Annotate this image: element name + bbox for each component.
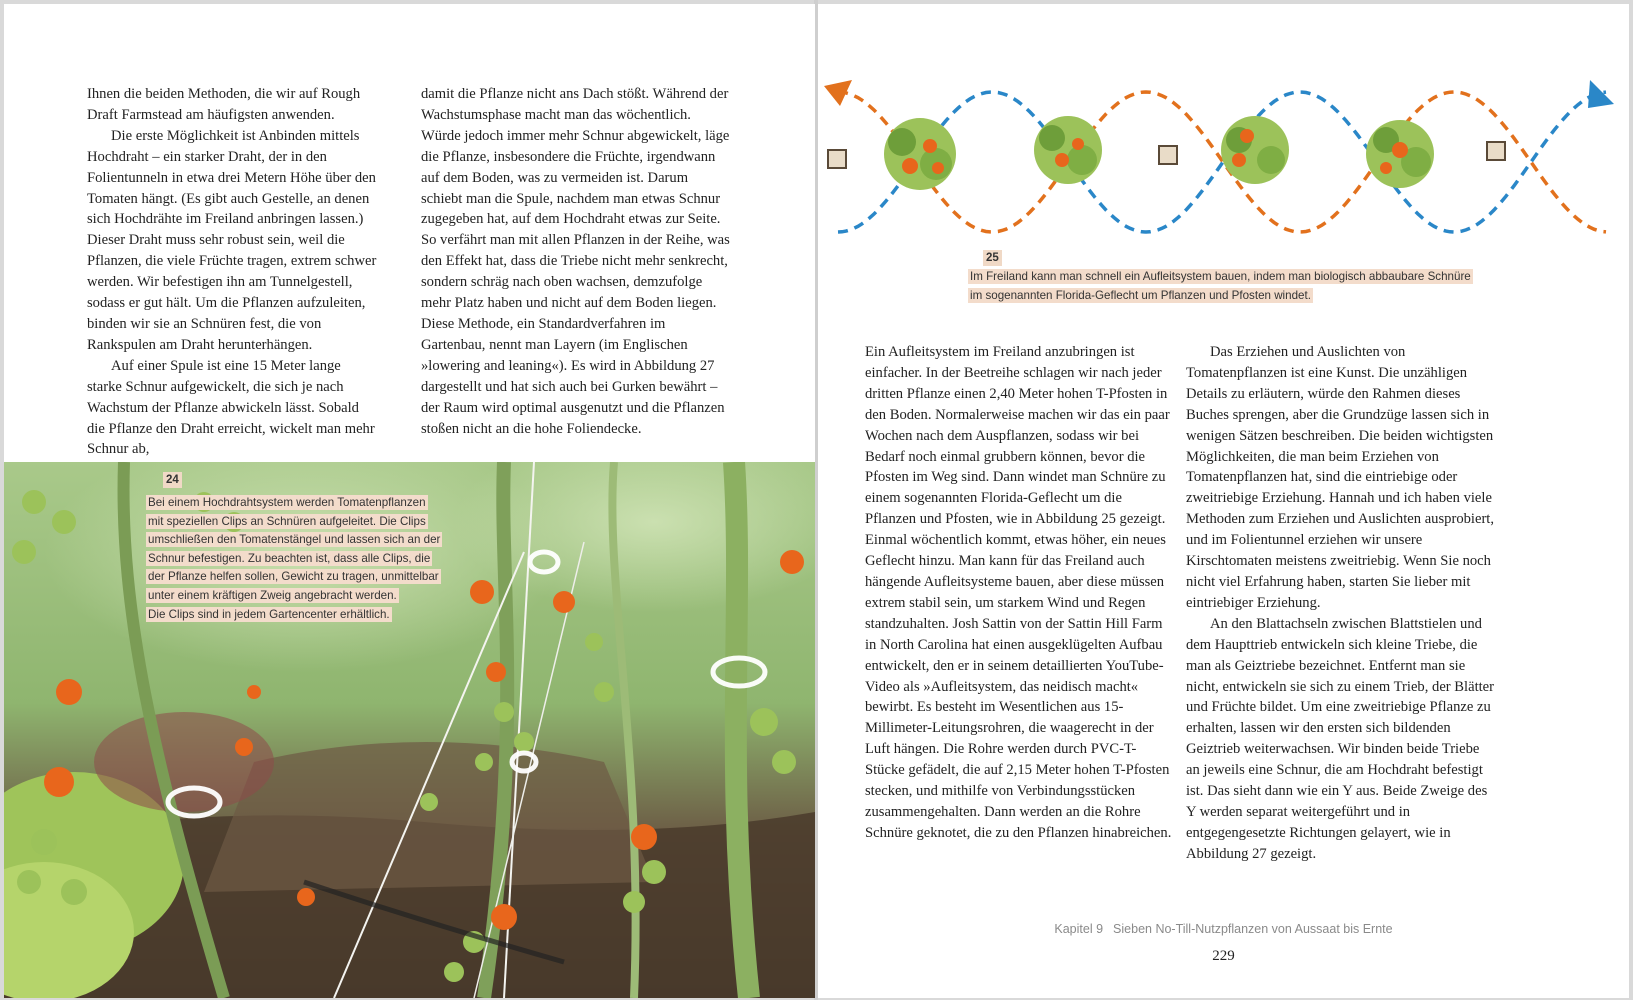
florida-weave-diagram (818, 74, 1629, 249)
post-2 (1159, 146, 1177, 164)
blue-arrow-icon (1588, 80, 1614, 108)
paragraph: damit die Pflanze nicht ans Dach stößt. Während der Wachstumsphase macht man das wöchentlich. Würde jedoch immer mehr Schnur abgewickelt, läge die Pflanze, insbesondere die Früchte, irgendwann auf dem Boden, was zu vermeiden ist. Darum schiebt man die Spule, nachdem man etwas Schnur zugegeben hat, auf dem Hochdraht etwas zur Seite. So verfährt man mit allen Pflanzen in der Reihe, was den Effekt hat, dass die Triebe nicht mehr senkrecht, sondern schräg nach oben wachsen, demzufolge mehr Platz haben und nicht auf dem Boden liegen. Diese Methode, ein Standardverfahren im Gartenbau, nennt man Layern (im Englischen »lowering and leaning«). Es wird in Abbildung 27 dargestellt und hat sich auch bei Gurken bewährt – der Raum wird optimal ausgenutzt und die Pflanzen stoßen nicht an die hohe Foliendecke. (421, 86, 730, 437)
figure-25-caption (968, 268, 1588, 305)
post-3 (1487, 142, 1505, 160)
figure-24-caption (146, 494, 486, 624)
caption-line: Schnur befestigen. Zu beachten ist, dass alle Clips, die (148, 551, 431, 565)
figure-24-number: 24 (163, 472, 182, 488)
caption-line: Die Clips sind in jedem Gartencenter erhältlich. (148, 607, 390, 621)
caption-line: im sogenannten Florida-Geflecht um Pflanzen und Pfosten windet. (970, 288, 1311, 302)
paragraph: Die erste Möglichkeit ist Anbinden mittels Hochdraht – ein starker Draht, der in den Folientunneln in etwa drei Metern Höhe über den Tomaten hängt. (Es gibt auch Gestelle, an denen sich Hochdrähte im Freiland anbringen lassen.) Dieser Draht muss sehr robust sein, weil die Pflanzen, die viele Früchte tragen, extrem schwer werden. Wir befestigen ihn am Tunnelgestell, sodass er gut hält. Um die Pflanzen aufzuleiten, binden wir sie an Schnüren fest, die von Rankspulen am Draht herunterhängen. (87, 127, 377, 353)
caption-line: Im Freiland kann man schnell ein Aufleitsystem bauen, indem man biologisch abbaubare Schnüre (970, 270, 1471, 283)
right-page (818, 4, 1629, 998)
left-text-column-1 (87, 84, 377, 460)
chapter-label: Kapitel 9 (1054, 922, 1104, 936)
right-text-column-1 (865, 342, 1175, 844)
paragraph: Das Erziehen und Auslichten von Tomatenpflanzen ist eine Kunst. Die unzähligen Details zu erläutern, würde den Rahmen dieses Buches sprengen, aber die Grundzüge lassen sich in wenigen Sätzen beschreiben. Die beiden wichtigsten Möglichkeiten, die man beim Erziehen von Tomatenpflanzen hat, sind die eintriebige oder zweitriebige Erziehung. Hannah und ich haben viele Methoden zum Erziehen und Auslichten ausprobiert, und im Folientunnel erziehen wir unsere Kirschtomaten meistens zweitriebig. Wenn Sie noch nicht viel Erfahrung haben, starten Sie lieber mit eintriebiger Erziehung. (1186, 344, 1495, 611)
left-text-column-2 (421, 84, 731, 439)
chapter-title: Sieben No-Till-Nutzpflanzen von Aussaat bis Ernte (1113, 922, 1393, 936)
post-1 (828, 150, 846, 168)
caption-line: der Pflanze helfen sollen, Gewicht zu tragen, unmittelbar (148, 570, 439, 584)
caption-line: mit speziellen Clips an Schnüren aufgeleitet. Die Clips (148, 514, 426, 528)
running-head (818, 922, 1629, 936)
paragraph: Ein Aufleitsystem im Freiland anzubringen ist einfacher. In der Beetreihe schlagen wir nach jeder dritten Pflanze einen 2,40 Meter hohen T-Pfosten in den Boden. Normalerweise machen wir das ein paar Wochen nach dem Auspflanzen, sodass wir bei Bedarf noch einmal grubbern können, bevor die Pfosten im Weg sind. Dann windet man Schnüre zu einem sogenannten Florida-Geflecht um die Pflanzen und Pfosten, wie in Abbildung 25 gezeigt. Einmal wöchentlich kommt, etwas höher, ein neues Geflecht hinzu. Man kann für das Freiland auch hängende Aufleitsysteme bauen, aber diese müssen extrem stabil sein, um starkem Wind und Regen standzuhalten. Josh Sattin von der Sattin Hill Farm in North Carolina hat einen ausgeklügelten Aufbau entwickelt, den er in seinem detaillierten YouTube-Video als »Aufleitsystem, das neidisch macht« bewirbt. Es besteht im Wesentlichen aus 15-Millimeter-Leitungsrohren, die waagerecht in der Luft hängen. Die Rohre werden durch PVC-T-Stücke gefädelt, die auf 2,15 Meter hohen T-Pfosten stecken, und mithilfe von Verbindungsstücken zusammengehalten. Dann werden an die Rohre Schnüre geknotet, die zu den Pflanzen hinabreichen. (865, 344, 1172, 841)
paragraph: Auf einer Spule ist eine 15 Meter lange starke Schnur aufgewickelt, die sich je nach Wachstum der Pflanze abwickeln lässt. Sobald die Pflanze den Draht erreicht, wickelt man mehr Schnur ab, (87, 357, 375, 458)
figure-25-number: 25 (983, 250, 1002, 266)
right-text-column-2 (1186, 342, 1496, 865)
caption-line: unter einem kräftigen Zweig angebracht werden. (148, 588, 397, 602)
page-number: 229 (1212, 948, 1235, 964)
left-page (4, 4, 815, 998)
paragraph: An den Blattachseln zwischen Blattstielen und dem Haupttrieb entwickeln sich kleine Triebe, die man als Geiztriebe bezeichnet. Entfernt man sie nicht, entwickeln sie sich zu einem Trieb, der Blätter und Früchte bildet. Um eine zweitriebige Pflanze zu erhalten, lassen wir den ersten sich bildenden Geiztrieb weiterwachsen. Wir binden beide Triebe an jeweils eine Schnur, die am Hochdraht befestigt ist. Das sieht dann wie ein Y aus. Beide Zweige des Y werden separat weitergeführt und in entgegengesetzte Richtungen gelayert, wie in Abbildung 27 gezeigt. (1186, 615, 1495, 862)
caption-line: umschließen den Tomatenstängel und lassen sich an der (148, 533, 441, 547)
paragraph: Ihnen die beiden Methoden, die wir auf Rough Draft Farmstead am häufigsten anwenden. (87, 86, 361, 123)
caption-line: Bei einem Hochdrahtsystem werden Tomatenpflanzen (148, 496, 426, 509)
